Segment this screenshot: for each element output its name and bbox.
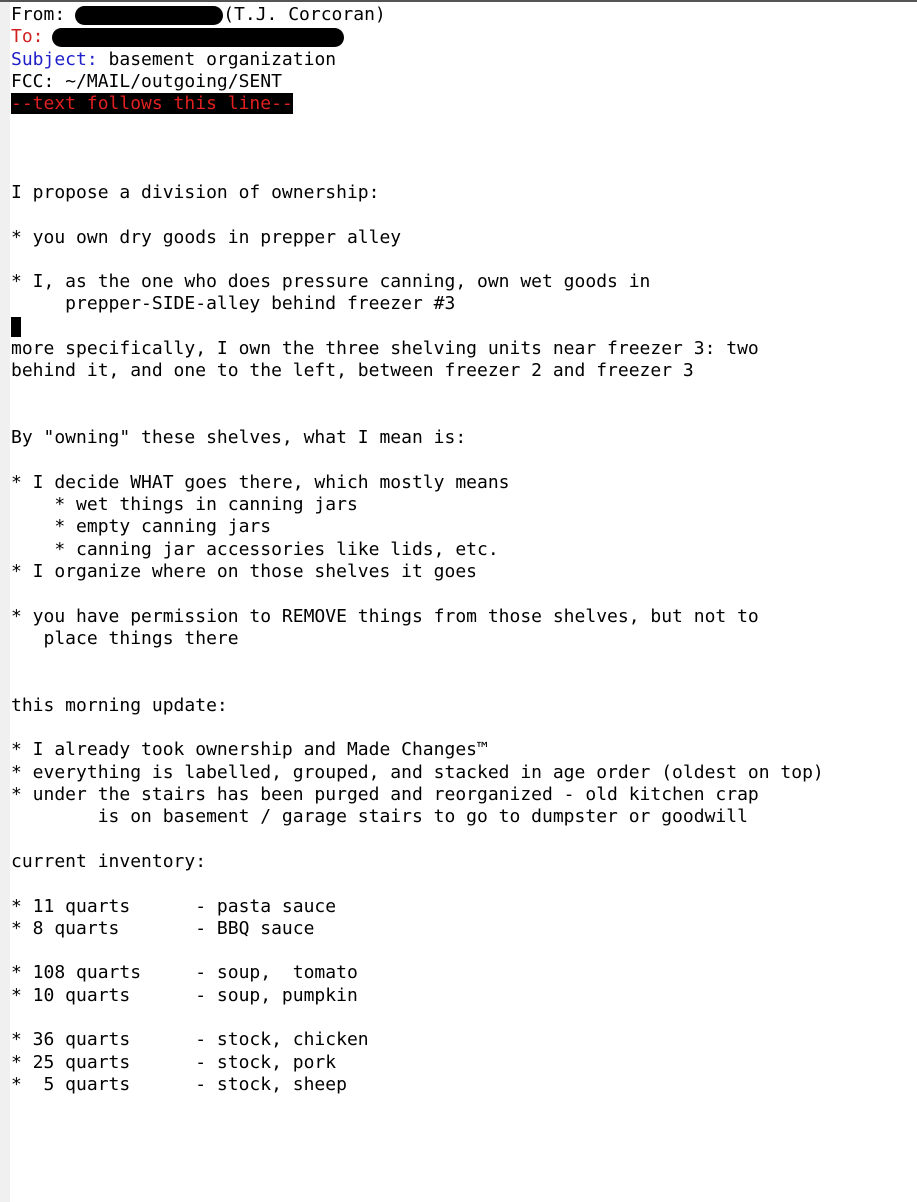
fcc-line[interactable] [11,71,386,93]
body-line: * you have permission to REMOVE things from those shelves, but not to [11,605,759,627]
body-line: * canning jar accessories like lids, etc. [11,538,499,560]
body-line: more specifically, I own the three shelving units near freezer 3: two [11,338,759,360]
body-line: is on basement / garage stairs to go to dumpster or goodwill [11,806,748,828]
body-line [11,405,824,427]
body-line: * 108 quarts - soup, tomato [11,962,358,984]
body-line [11,650,824,672]
body-line: * wet things in canning jars [11,494,358,516]
to-line[interactable] [11,26,386,48]
body-line: * under the stairs has been purged and reorganized - old kitchen crap [11,784,759,806]
body-line [11,204,824,226]
body-line: * you own dry goods in prepper alley [11,226,402,248]
body-line: * everything is labelled, grouped, and stacked in age order (oldest on top) [11,761,824,783]
text-follows-separator: --text follows this line-- [11,93,293,115]
body-line: * 8 quarts - BBQ sauce [11,917,315,939]
body-line [11,383,824,405]
body-line: prepper-SIDE-alley behind freezer #3 [11,293,456,315]
body-line [11,583,824,605]
body-line [11,829,824,851]
body-line [11,673,824,695]
body-line: By "owning" these shelves, what I mean is: [11,427,467,449]
body-line [11,940,824,962]
body-line: place things there [11,627,239,649]
from-line[interactable] [11,4,386,26]
body-line: current inventory: [11,850,207,872]
body-line [11,316,824,338]
body-line [11,873,824,895]
redacted-from-address [75,6,223,25]
body-line: * 25 quarts - stock, pork [11,1051,337,1073]
body-line: * 5 quarts - stock, sheep [11,1073,347,1095]
body-line [11,1007,824,1029]
from-label: From: [11,4,66,25]
body-line [11,450,824,472]
body-line: this morning update: [11,694,228,716]
redacted-to-address [52,28,344,47]
body-line: * 36 quarts - stock, chicken [11,1029,369,1051]
email-header [11,4,386,115]
body-line: * I organize where on those shelves it goes [11,561,477,583]
body-line: I propose a division of ownership: [11,182,380,203]
left-gutter [0,2,10,1202]
message-body[interactable] [11,182,824,1096]
body-line: * I decide WHAT goes there, which mostly means [11,471,510,493]
text-cursor [11,317,21,337]
subject-label: Subject: [11,48,98,70]
body-line [11,249,824,271]
body-line: * I, as the one who does pressure canning, own wet goods in [11,271,651,293]
to-label: To: [11,26,44,48]
body-line: * empty canning jars [11,516,272,538]
body-line [11,717,824,739]
subject-value[interactable]: basement organization [97,48,337,70]
body-line: * I already took ownership and Made Changes™ [11,739,488,761]
body-line: * 10 quarts - soup, pumpkin [11,984,358,1006]
subject-line[interactable] [11,49,386,71]
fcc-label: FCC: [11,70,55,92]
body-line: behind it, and one to the left, between freezer 2 and freezer 3 [11,360,694,382]
separator-line [11,93,386,115]
body-line: * 11 quarts - pasta sauce [11,895,337,917]
fcc-value[interactable]: ~/MAIL/outgoing/SENT [54,70,282,92]
from-name: (T.J. Corcoran) [223,4,386,25]
